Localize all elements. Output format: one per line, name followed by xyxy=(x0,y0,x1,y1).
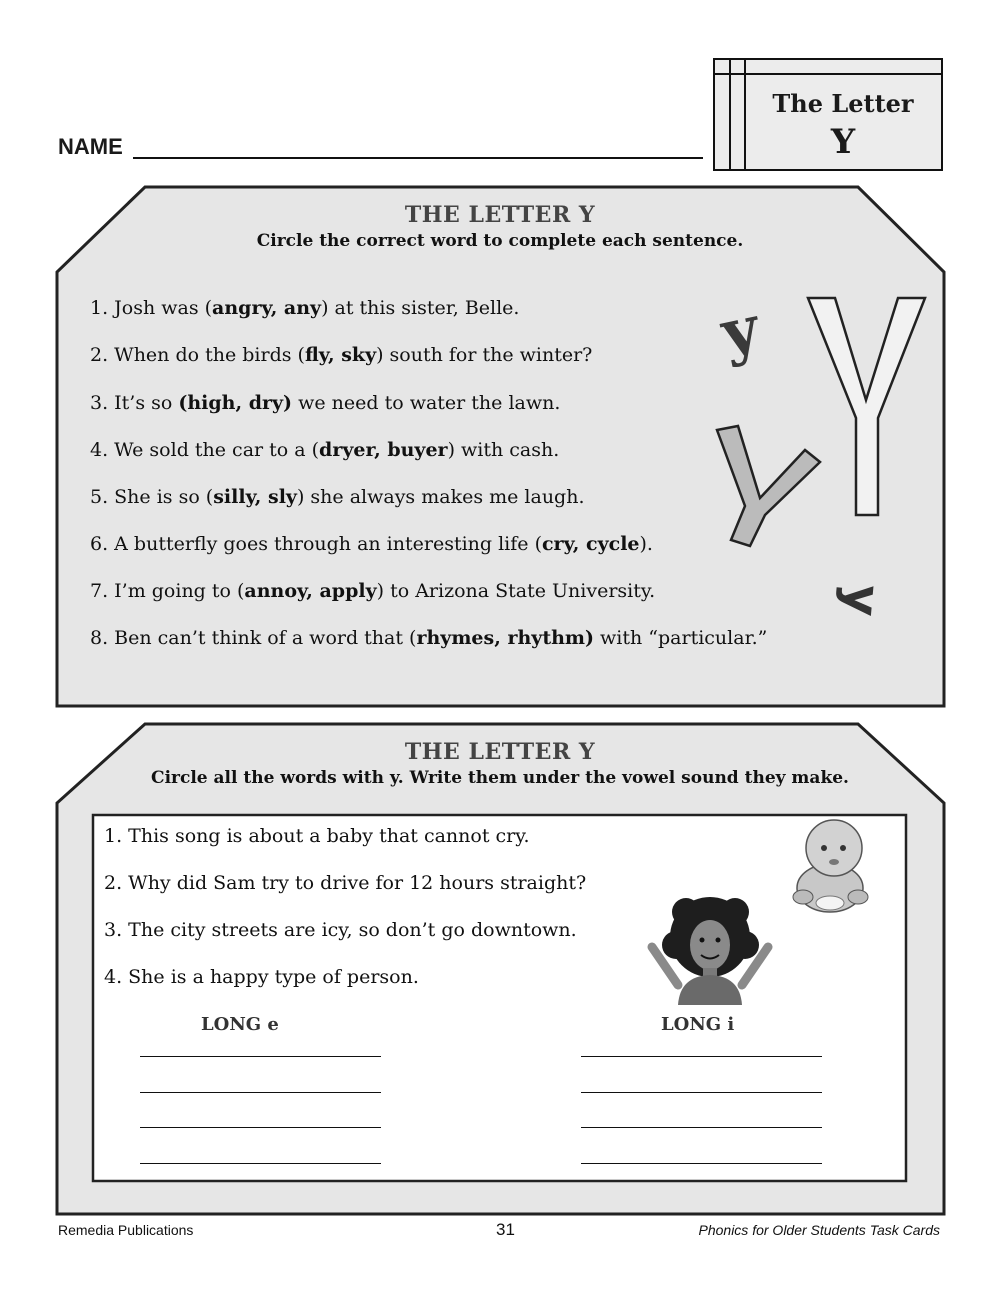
long-e-heading: LONG e xyxy=(201,1014,279,1035)
card1-sentence-3: 3. It’s so (high, dry) we need to water the lawn. xyxy=(90,392,561,414)
svg-text:y: y xyxy=(832,582,892,619)
title-text: The Letter xyxy=(772,89,914,118)
long-e-answer-line[interactable] xyxy=(140,1163,381,1164)
long-e-answer-line[interactable] xyxy=(140,1127,381,1128)
card2-sentence-2: 2. Why did Sam try to drive for 12 hours straight? xyxy=(104,872,587,894)
card2-sentence-3: 3. The city streets are icy, so don’t go downtown. xyxy=(104,919,577,941)
footer-page-number: 31 xyxy=(496,1220,515,1239)
card2-title: THE LETTER Y xyxy=(404,739,596,765)
card1-sentence-5: 5. She is so (silly, sly) she always makes me laugh. xyxy=(90,486,585,508)
card1-sentence-6: 6. A butterfly goes through an interesting life (cry, cycle). xyxy=(90,533,653,555)
long-i-heading: LONG i xyxy=(661,1014,735,1035)
long-i-answer-line[interactable] xyxy=(581,1163,822,1164)
card2-subtitle: Circle all the words with y. Write them under the vowel sound they make. xyxy=(151,768,849,788)
y-lowercase-rotated-deco-icon xyxy=(833,582,892,618)
card1-sentence-2: 2. When do the birds (fly, sky) south for the winter? xyxy=(90,344,593,366)
long-e-answer-line[interactable] xyxy=(140,1056,381,1057)
long-e-answer-line[interactable] xyxy=(140,1092,381,1093)
long-i-answer-line[interactable] xyxy=(581,1092,822,1093)
long-i-answer-line[interactable] xyxy=(581,1056,822,1057)
title-letter: Y xyxy=(830,122,856,162)
card2-sentence-4: 4. She is a happy type of person. xyxy=(104,966,419,988)
card2-sentence-1: 1. This song is about a baby that cannot cry. xyxy=(104,825,530,847)
footer-book-title: Phonics for Older Students Task Cards xyxy=(698,1222,940,1238)
card1-sentence-1: 1. Josh was (angry, any) at this sister, Belle. xyxy=(90,297,520,319)
svg-text:y: y xyxy=(714,291,766,370)
name-label: NAME xyxy=(58,134,123,159)
footer-publisher: Remedia Publications xyxy=(58,1222,194,1238)
card1-sentence-4: 4. We sold the car to a (dryer, buyer) with cash. xyxy=(90,439,560,461)
card1-sentence-8: 8. Ben can’t think of a word that (rhymes, rhythm) with “particular.” xyxy=(90,627,768,649)
card1-subtitle: Circle the correct word to complete each sentence. xyxy=(256,231,744,251)
card1-sentence-7: 7. I’m going to (annoy, apply) to Arizona State University. xyxy=(90,580,656,602)
long-i-answer-line[interactable] xyxy=(581,1127,822,1128)
card1-title: THE LETTER Y xyxy=(404,202,596,228)
